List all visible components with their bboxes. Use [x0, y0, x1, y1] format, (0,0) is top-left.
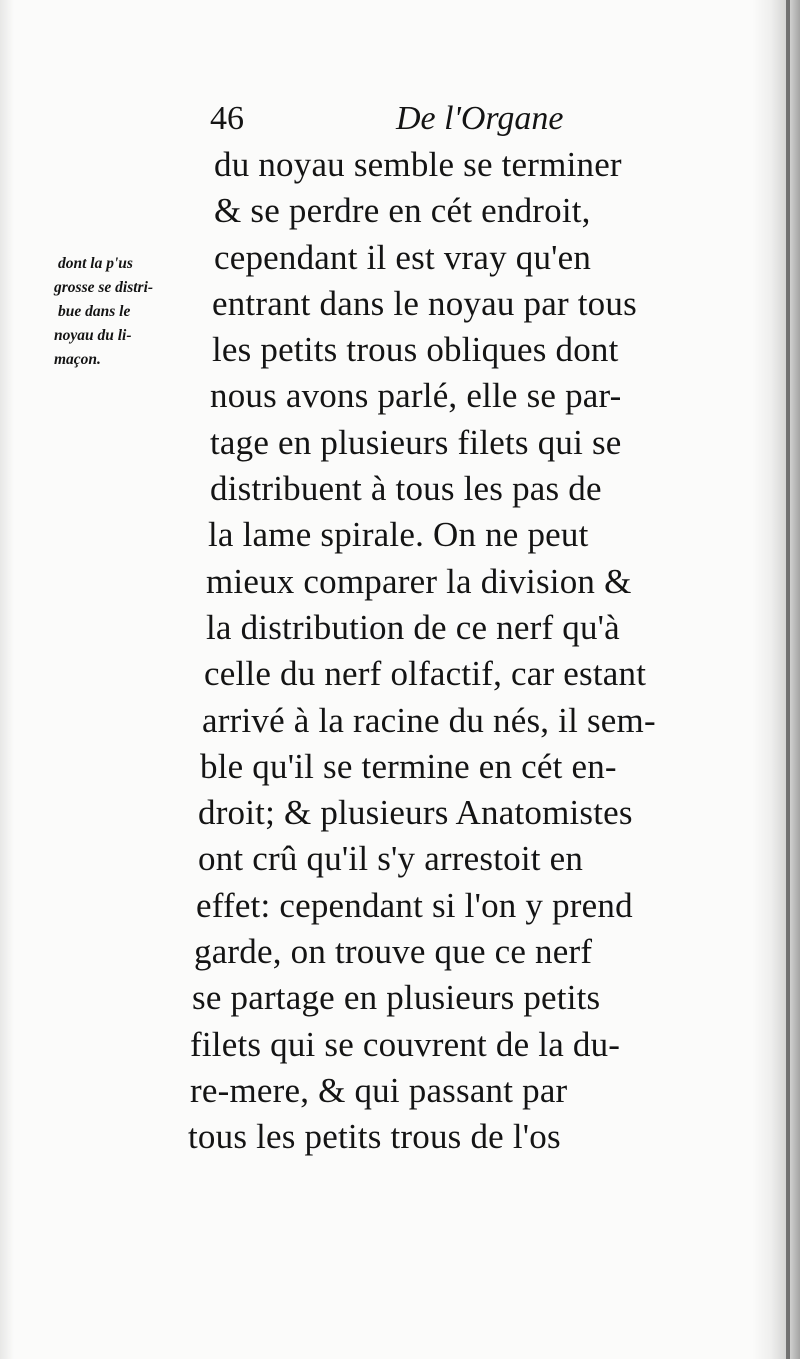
margin-note-line: dont la p'us: [58, 255, 133, 272]
body-line: re-mere, & qui passant par: [190, 1070, 568, 1110]
body-line: filets qui se couvrent de la du-: [190, 1024, 621, 1064]
page-left-shadow: [0, 0, 14, 1359]
body-line: tous les petits trous de l'os: [188, 1117, 561, 1157]
body-line: la lame spirale. On ne peut: [208, 515, 589, 555]
margin-note-line: noyau du li-: [54, 327, 132, 344]
margin-note: [54, 252, 204, 372]
margin-note-line: grosse se distri-: [54, 279, 154, 296]
running-title: De l'Organe: [396, 100, 564, 137]
body-line: les petits trous obliques dont: [212, 330, 619, 370]
body-text: [186, 142, 746, 1161]
margin-note-line: bue dans le: [58, 303, 131, 320]
body-line: tage en plusieurs filets qui se: [210, 422, 622, 462]
body-line: & se perdre en cét endroit,: [214, 191, 591, 231]
body-line: droit; & plusieurs Anatomistes: [198, 793, 633, 833]
body-line: celle du nerf olfactif, car estant: [204, 654, 647, 694]
body-line: arrivé à la racine du nés, il sem-: [202, 700, 656, 740]
body-line: distribuent à tous les pas de: [210, 469, 602, 509]
running-head: [210, 96, 580, 146]
margin-note-line: maçon.: [54, 351, 101, 368]
page-edge-shadow: [752, 0, 800, 1359]
body-line: du noyau semble se terminer: [214, 145, 622, 184]
body-line: se partage en plusieurs petits: [192, 978, 601, 1018]
body-line: garde, on trouve que ce nerf: [194, 932, 593, 972]
body-line: nous avons parlé, elle se par-: [210, 376, 622, 416]
body-line: ble qu'il se termine en cét en-: [200, 746, 617, 786]
body-line: ont crû qu'il s'y arrestoit en: [198, 839, 584, 879]
body-line: mieux comparer la division &: [206, 561, 632, 601]
body-line: effet: cependant si l'on y prend: [196, 885, 633, 925]
body-line: la distribution de ce nerf qu'à: [206, 607, 620, 647]
body-line: cependant il est vray qu'en: [214, 237, 592, 277]
page-number: 46: [210, 100, 244, 137]
body-line: entrant dans le noyau par tous: [212, 283, 637, 323]
page-edge-line: [786, 0, 790, 1359]
